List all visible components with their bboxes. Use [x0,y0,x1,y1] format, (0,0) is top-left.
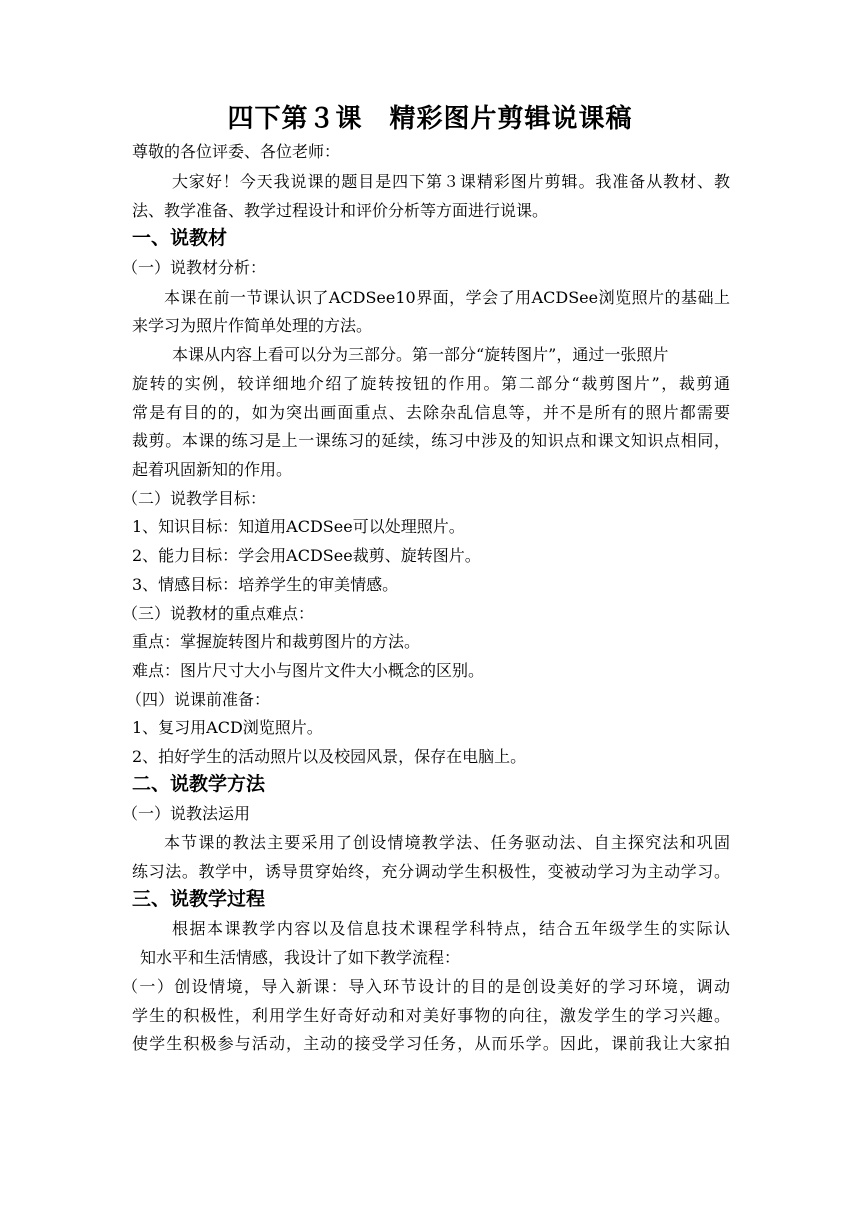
prep-item-2: 2、拍好学生的活动照片以及校园风景，保存在电脑上。 [132,747,527,766]
document-title: 四下第３课 精彩图片剪辑说课稿 [227,104,633,134]
intro-line-2: 法、教学准备、教学过程设计和评价分析等方面进行说课。 [132,201,549,220]
method-line-2: 练习法。教学中，诱导贯穿始终，充分调动学生积极性，变被动学习为主动学习。 [132,862,730,881]
section1-sub1-label: （一）说教材分析： [122,258,267,277]
sub1-para1-line-2: 来学习为照片作简单处理的方法。 [132,316,373,335]
section1-sub3-label: （三）说教材的重点难点： [122,604,315,623]
process-sub1-line-2: 学生的积极性，利用学生好奇好动和对美好事物的向往，激发学生的学习兴趣。 [132,1006,730,1025]
goal-item-2: 2、能力目标：学会用ACDSee裁剪、旋转图片。 [132,546,481,565]
goal-item-3: 3、情感目标：培养学生的审美情感。 [132,575,399,594]
process-sub1-line-1: （一）创设情境，导入新课：导入环节设计的目的是创设美好的学习环境，调动 [122,977,730,996]
sub1-para2-line-2: 旋转的实例，较详细地介绍了旋转按钮的作用。第二部分“裁剪图片”，裁剪通 [132,374,730,393]
section1-sub2-label: （二）说教学目标： [122,489,267,508]
goal-item-1: 1、知识目标：知道用ACDSee可以处理照片。 [132,517,465,536]
sub1-para2-line-5: 起着巩固新知的作用。 [132,460,293,479]
intro-line-1: 大家好！今天我说课的题目是四下第３课精彩图片剪辑。我准备从教材、教 [172,172,730,191]
section1-heading: 一、说教材 [132,227,228,249]
sub1-para1-line-1: 本课在前一节课认识了ACDSee10界面，学会了用ACDSee浏览照片的基础上 [164,288,730,307]
key-point: 重点：掌握旋转图片和裁剪图片的方法。 [132,632,421,651]
greeting: 尊敬的各位评委、各位老师： [132,142,341,161]
section2-heading: 二、说教学方法 [132,773,266,795]
section2-sub1-label: （一）说教法运用 [122,804,251,823]
prep-item-1: 1、复习用ACD浏览照片。 [132,718,323,737]
method-line-1: 本节课的教法主要采用了创设情境教学法、任务驱动法、自主探究法和巩固 [164,833,730,852]
process-sub1-line-3: 使学生积极参与活动，主动的接受学习任务，从而乐学。因此，课前我让大家拍 [132,1034,730,1053]
sub1-para2-line-4: 裁剪。本课的练习是上一课练习的延续，练习中涉及的知识点和课文知识点相同， [132,431,730,450]
section3-heading: 三、说教学过程 [132,888,266,910]
process-line-2: 知水平和生活情感，我设计了如下教学流程： [140,948,461,967]
sub1-para2-line-3: 常是有目的的，如为突出画面重点、去除杂乱信息等，并不是所有的照片都需要 [132,403,730,422]
difficult-point: 难点：图片尺寸大小与图片文件大小概念的区别。 [132,661,485,680]
section1-sub4-label: （四）说课前准备： [126,690,271,709]
sub1-para2-line-1: 本课从内容上看可以分为三部分。第一部分“旋转图片”，通过一张照片 [172,345,669,364]
process-line-1: 根据本课教学内容以及信息技术课程学科特点，结合五年级学生的实际认 [172,919,730,938]
